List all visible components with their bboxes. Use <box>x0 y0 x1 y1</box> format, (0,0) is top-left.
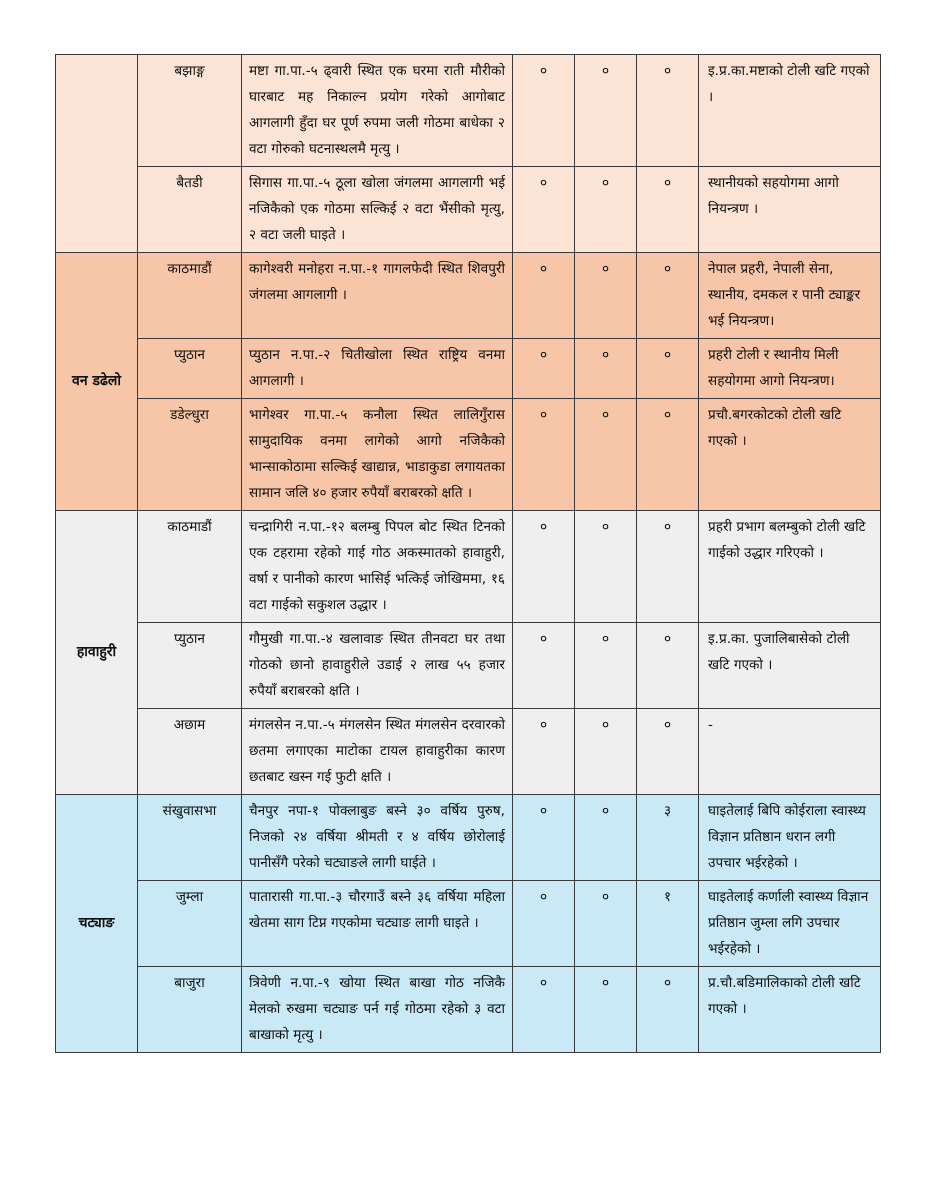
category-cell: चट्याङ <box>56 795 138 1053</box>
table-row <box>56 511 881 623</box>
description-cell: गौमुखी गा.पा.-४ खलावाङ स्थित तीनवटा घर तथा गोठको छानो हावाहुरीले उडाई २ लाख ५५ हजार रुपैयाँ बराबरको क्षति । <box>242 623 513 709</box>
count-cell: ० <box>513 881 575 967</box>
count-cell: ० <box>513 511 575 623</box>
count-cell: ० <box>513 967 575 1053</box>
count-cell: ० <box>575 253 637 339</box>
incident-table <box>55 54 881 1053</box>
action-cell: घाइतेलाई कर्णाली स्वास्थ्य विज्ञान प्रतिष्ठान जुम्ला लगि उपचार भईरहेको । <box>699 881 881 967</box>
description-cell: भागेश्वर गा.पा.-५ कनौला स्थित लालिगुँरास सामुदायिक वनमा लागेको आगो नजिकैको भान्साकोठामा सल्किई खाद्यान्न, भाडाकुडा लगायतका सामान जलि ४० हजार रुपैयाँ बराबरको क्षति । <box>242 399 513 511</box>
count-cell: ० <box>575 339 637 399</box>
count-cell: ० <box>575 167 637 253</box>
district-cell: प्युठान <box>138 339 242 399</box>
action-cell: - <box>699 709 881 795</box>
count-cell: ० <box>575 623 637 709</box>
description-cell: कागेश्वरी मनोहरा न.पा.-१ गागलफेदी स्थित शिवपुरी जंगलमा आगलागी । <box>242 253 513 339</box>
description-cell: चन्द्रागिरी न.पा.-१२ बलम्बु पिपल बोट स्थित टिनको एक टहरामा रहेको गाई गोठ अकस्मातको हावाहुरी, वर्षा र पानीको कारण भासिई भत्किई जोखिममा, १६ वटा गाईको सकुशल उद्धार । <box>242 511 513 623</box>
table-row <box>56 795 881 881</box>
table-row <box>56 55 881 167</box>
action-cell: स्थानीयको सहयोगमा आगो नियन्त्रण । <box>699 167 881 253</box>
district-cell: संखुवासभा <box>138 795 242 881</box>
action-cell: प्रहरी प्रभाग बलम्बुको टोली खटि गाईको उद्धार गरिएको । <box>699 511 881 623</box>
description-cell: मष्टा गा.पा.-५ ढ्वारी स्थित एक घरमा राती मौरीको घारबाट मह निकाल्न प्रयोग गरेको आगोबाट आगलागी हुँदा घर पूर्ण रुपमा जली गोठमा बाधेका २ वटा गोरुको घटनास्थलमै मृत्यु । <box>242 55 513 167</box>
table-row <box>56 967 881 1053</box>
table-row <box>56 253 881 339</box>
district-cell: काठमाडौं <box>138 253 242 339</box>
count-cell: ३ <box>637 795 699 881</box>
action-cell: प्रहरी टोली र स्थानीय मिली सहयोगमा आगो नियन्त्रण। <box>699 339 881 399</box>
category-cell: वन डढेलो <box>56 253 138 511</box>
count-cell: ० <box>637 623 699 709</box>
description-cell: मंगलसेन न.पा.-५ मंगलसेन स्थित मंगलसेन दरवारको छतमा लगाएका माटोका टायल हावाहुरीका कारण छतबाट खस्न गई फुटी क्षति । <box>242 709 513 795</box>
count-cell: ० <box>637 511 699 623</box>
district-cell: बैतडी <box>138 167 242 253</box>
count-cell: ० <box>513 709 575 795</box>
district-cell: प्युठान <box>138 623 242 709</box>
count-cell: ० <box>513 623 575 709</box>
district-cell: जुम्ला <box>138 881 242 967</box>
count-cell: ० <box>637 967 699 1053</box>
count-cell: ० <box>513 795 575 881</box>
district-cell: काठमाडौं <box>138 511 242 623</box>
count-cell: ० <box>575 967 637 1053</box>
count-cell: ० <box>637 339 699 399</box>
count-cell: ० <box>513 339 575 399</box>
count-cell: ० <box>575 881 637 967</box>
count-cell: १ <box>637 881 699 967</box>
description-cell: सिगास गा.पा.-५ ठूला खोला जंगलमा आगलागी भई नजिकैको एक गोठमा सल्किई २ वटा भैंसीको मृत्यु, २ वटा जली घाइते । <box>242 167 513 253</box>
table-row <box>56 623 881 709</box>
district-cell: अछाम <box>138 709 242 795</box>
description-cell: चैनपुर नपा-१ पोक्लाबुङ बस्ने ३० वर्षिय पुरुष, निजको २४ वर्षिया श्रीमती र ४ वर्षिय छोरोलाई पानीसँगै परेको चट्याङले लागी घाईते । <box>242 795 513 881</box>
count-cell: ० <box>637 55 699 167</box>
action-cell: घाइतेलाई बिपि कोईराला स्वास्थ्य विज्ञान प्रतिष्ठान धरान लगी उपचार भईरहेको । <box>699 795 881 881</box>
action-cell: इ.प्र.का. पुजालिबासेको टोली खटि गएको । <box>699 623 881 709</box>
category-cell <box>56 55 138 253</box>
action-cell: प्र.चौ.बडिमालिकाको टोली खटि गएको । <box>699 967 881 1053</box>
category-cell: हावाहुरी <box>56 511 138 795</box>
description-cell: प्युठान न.पा.-२ चितीखोला स्थित राष्ट्रिय वनमा आगलागी । <box>242 339 513 399</box>
count-cell: ० <box>513 167 575 253</box>
action-cell: इ.प्र.का.मष्टाको टोली खटि गएको । <box>699 55 881 167</box>
count-cell: ० <box>575 55 637 167</box>
count-cell: ० <box>513 55 575 167</box>
table-row <box>56 881 881 967</box>
table-row <box>56 167 881 253</box>
count-cell: ० <box>637 167 699 253</box>
count-cell: ० <box>513 399 575 511</box>
action-cell: नेपाल प्रहरी, नेपाली सेना, स्थानीय, दमकल र पानी ट्याङ्कर भई नियन्त्रण। <box>699 253 881 339</box>
table-row <box>56 709 881 795</box>
count-cell: ० <box>575 511 637 623</box>
count-cell: ० <box>637 709 699 795</box>
count-cell: ० <box>575 399 637 511</box>
count-cell: ० <box>575 795 637 881</box>
table-row <box>56 339 881 399</box>
action-cell: प्रचौ.बगरकोटको टोली खटि गएको । <box>699 399 881 511</box>
count-cell: ० <box>637 253 699 339</box>
description-cell: पातारासी गा.पा.-३ चौरगाउँ बस्ने ३६ वर्षिया महिला खेतमा साग टिप्न गएकोमा चट्याङ लागी घाइते । <box>242 881 513 967</box>
count-cell: ० <box>575 709 637 795</box>
count-cell: ० <box>637 399 699 511</box>
table-row <box>56 399 881 511</box>
district-cell: बझाङ्ग <box>138 55 242 167</box>
description-cell: त्रिवेणी न.पा.-९ खोया स्थित बाखा गोठ नजिकै मेलको रुखमा चट्याङ पर्न गई गोठमा रहेको ३ वटा बाखाको मृत्यु । <box>242 967 513 1053</box>
district-cell: बाजुरा <box>138 967 242 1053</box>
district-cell: डडेल्धुरा <box>138 399 242 511</box>
count-cell: ० <box>513 253 575 339</box>
